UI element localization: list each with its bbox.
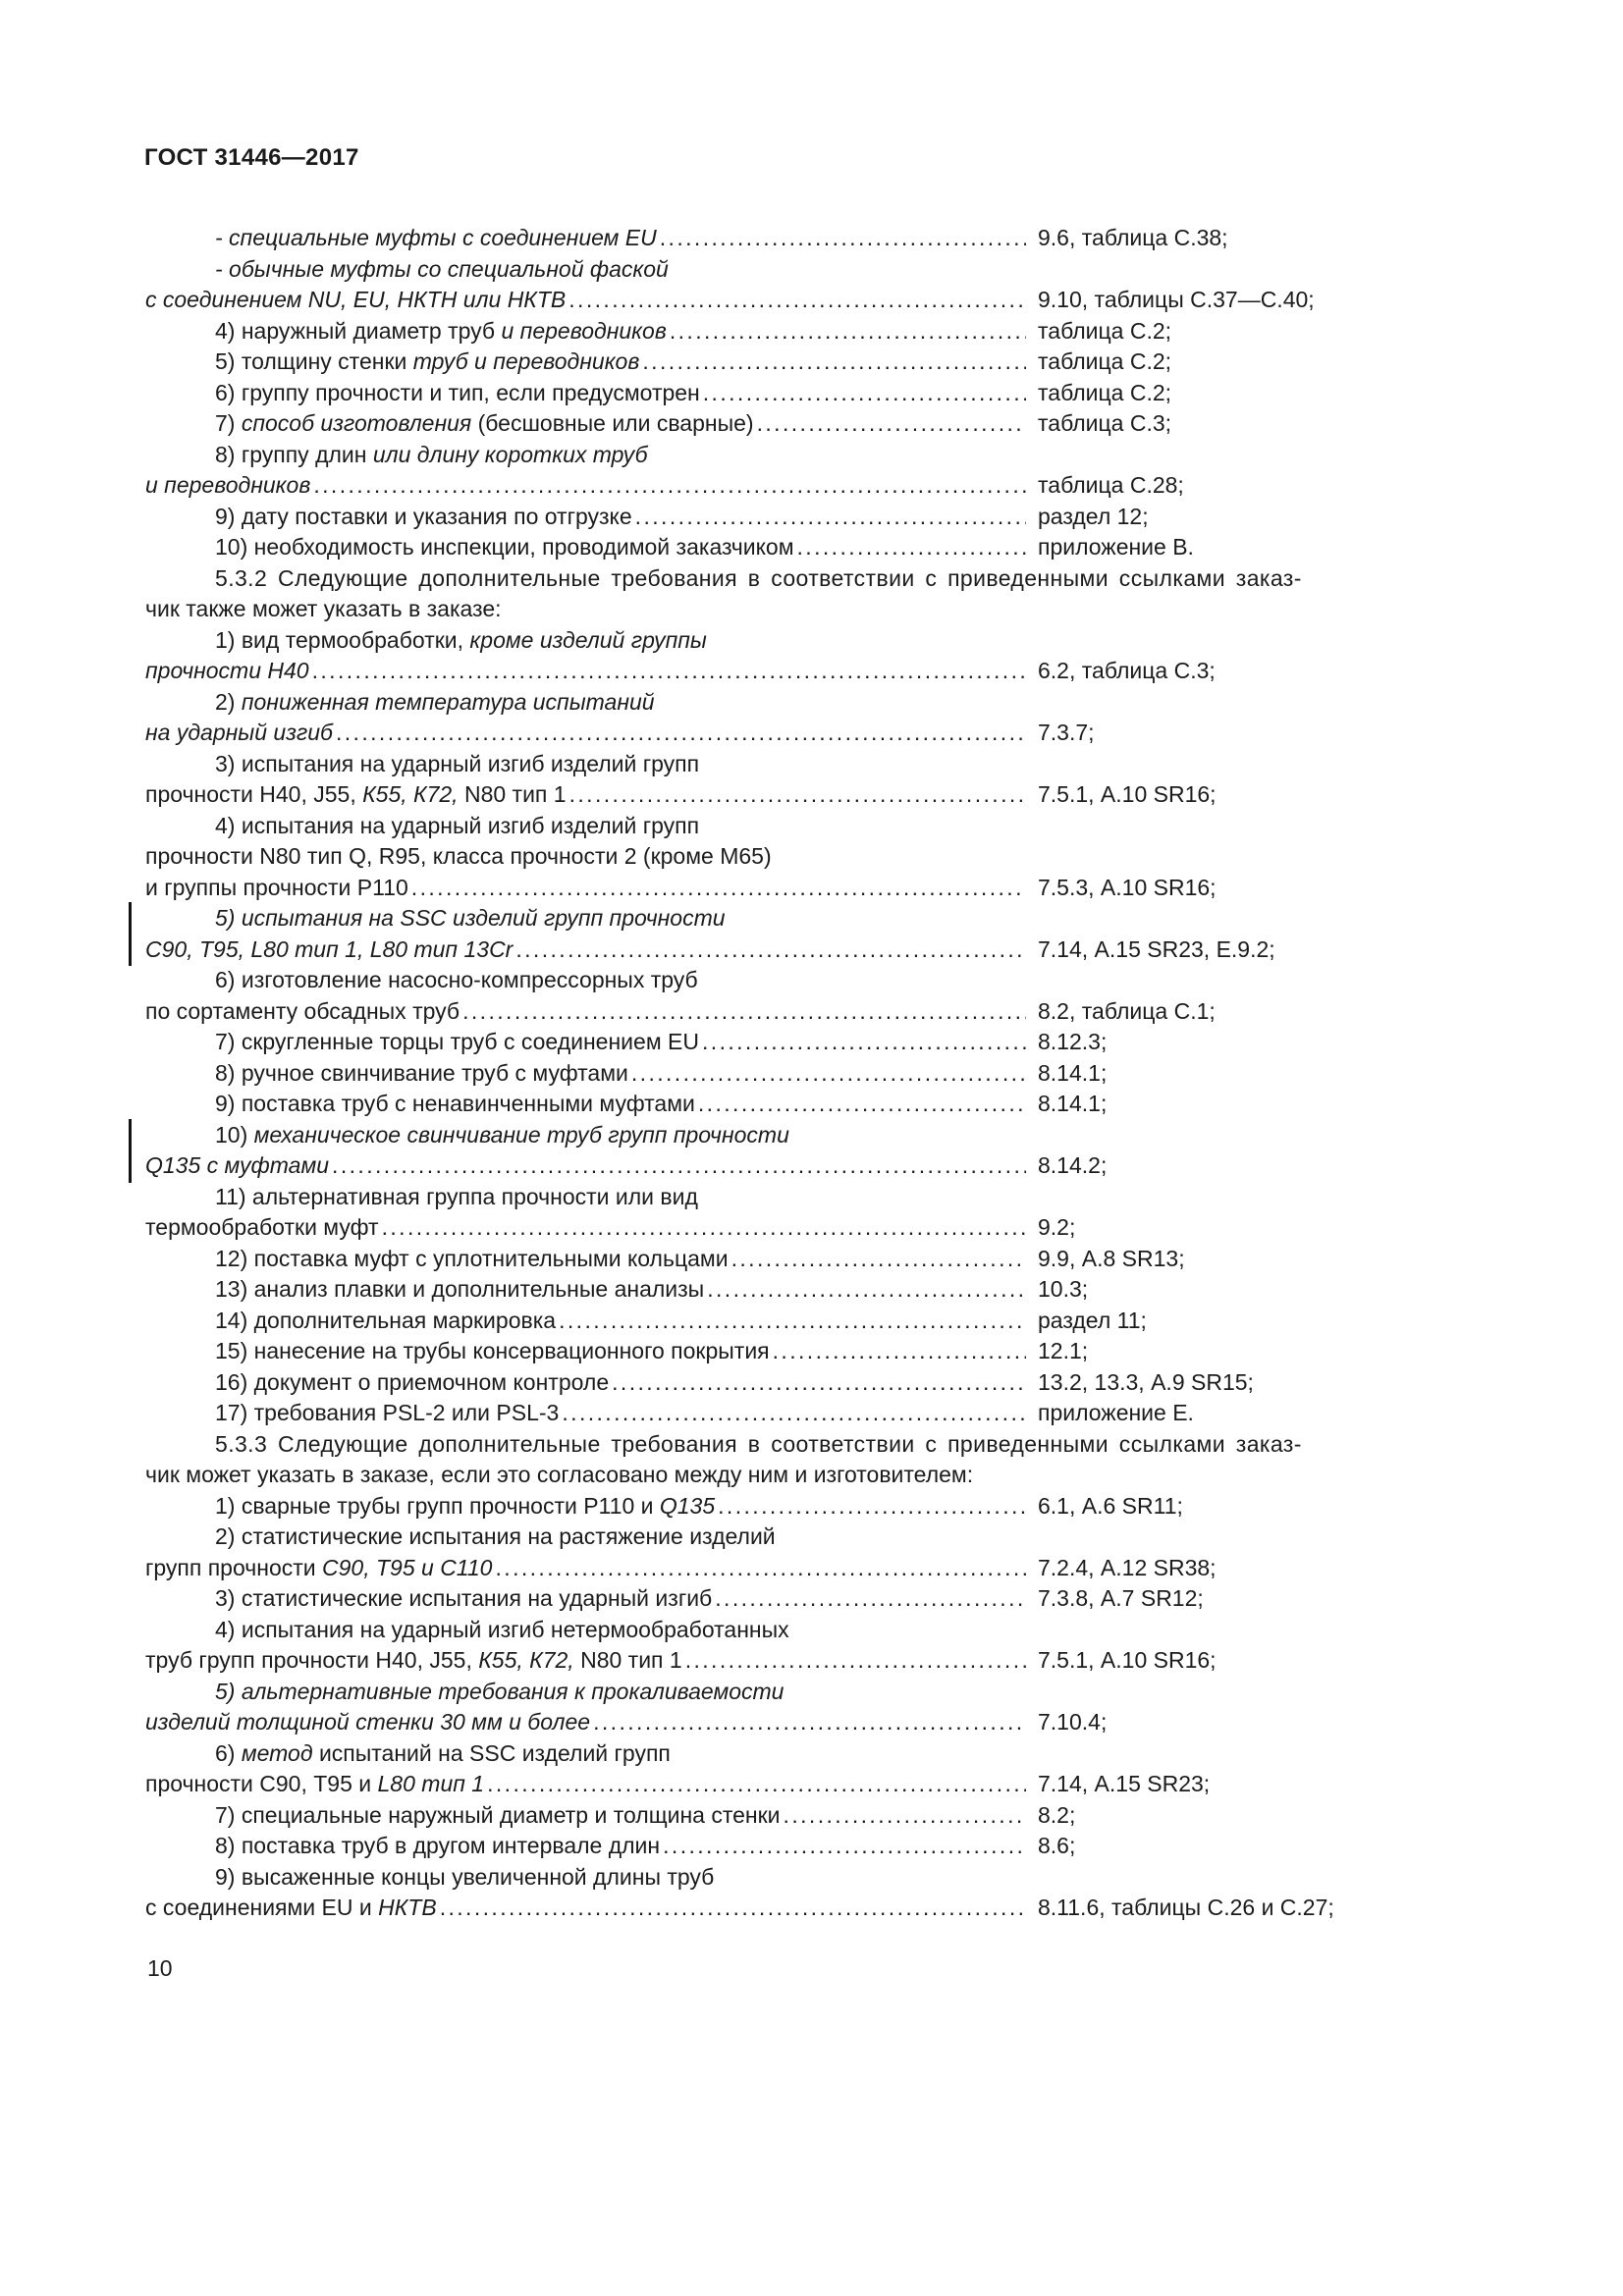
text-line [145, 749, 1477, 780]
change-bar [129, 934, 132, 967]
reference-value: 7.5.1, А.10 SR16; [1038, 1647, 1217, 1673]
line-text [145, 779, 567, 811]
reference-value: 7.2.4, А.12 SR38; [1038, 1554, 1217, 1580]
dot-leader [670, 316, 1026, 347]
text-segment-italic: механическое свинчивание труб групп прочности [253, 1121, 789, 1148]
text-segment-italic: пониженная температура испытаний [241, 688, 655, 715]
dot-leader [702, 1027, 1026, 1058]
text-line [145, 254, 1477, 286]
dot-leader [313, 470, 1026, 502]
dot-leader [411, 873, 1026, 904]
text-segment: 1) вид термообработки, [215, 626, 470, 653]
text-segment: 4) испытания на ударный изгиб изделий групп [215, 812, 700, 838]
text-line [145, 1769, 1477, 1800]
text-segment-italic: - специальные муфты с соединением EU [215, 225, 657, 250]
text-segment: прочности N80 тип Q, R95, класса прочности 2 (кроме М65) [145, 843, 772, 869]
text-line [145, 532, 1477, 563]
text-segment: 3) испытания на ударный изгиб изделий групп [215, 750, 700, 776]
dot-leader [336, 718, 1026, 749]
text-segment-italic: метод [241, 1739, 313, 1766]
reference-value: 7.14, А.15 SR23, Е.9.2; [1038, 935, 1275, 962]
text-segment: N80 тип 1 [458, 781, 567, 807]
text-line [145, 1244, 1477, 1275]
text-line [145, 1460, 1477, 1491]
text-line [145, 1306, 1477, 1337]
text-line [145, 1120, 1477, 1151]
dot-leader [312, 656, 1026, 687]
reference-value: 7.5.1, А.10 SR16; [1038, 781, 1217, 807]
reference-value: таблица С.2; [1038, 379, 1172, 405]
text-segment: 8) поставка труб в другом интервале длин [215, 1833, 661, 1858]
text-segment: по сортаменту обсадных труб [145, 997, 460, 1024]
dot-leader [462, 996, 1026, 1028]
text-segment-italic: и переводников [501, 317, 667, 344]
text-line [145, 285, 1477, 316]
text-line [145, 378, 1477, 409]
change-bar [129, 902, 132, 935]
text-segment-italic: на ударный изгиб [145, 720, 333, 745]
text-segment-italic: С90, Т95 и С110 [322, 1554, 493, 1580]
text-line [145, 1553, 1477, 1584]
text-segment: 5.3.3 Следующие дополнительные требования в соответствии с приведенными ссылками заказ- [215, 1430, 1302, 1457]
line-text [145, 1707, 590, 1738]
dot-leader [495, 1553, 1026, 1584]
text-segment-italic: - обычные муфты со специальной фаской [215, 255, 669, 282]
line-text [145, 934, 513, 966]
line-text [215, 563, 1302, 595]
text-segment: 12) поставка муфт с уплотнительными кольцами [215, 1245, 729, 1271]
text-segment: 10) необходимость инспекции, проводимой заказчиком [215, 534, 794, 560]
text-line [145, 1645, 1477, 1677]
text-segment: 10) [215, 1121, 254, 1148]
line-text [215, 1677, 784, 1708]
text-line [145, 1707, 1477, 1738]
reference-value: 8.6; [1038, 1833, 1076, 1858]
text-segment: 15) нанесение на трубы консервационного покрытия [215, 1338, 770, 1363]
reference-value: 13.2, 13.3, А.9 SR15; [1038, 1368, 1254, 1395]
dot-leader [487, 1769, 1026, 1800]
text-line [145, 1274, 1477, 1306]
text-segment: 16) документ о приемочном контроле [215, 1368, 610, 1395]
text-segment: 5.3.2 Следующие дополнительные требования в соответствии с приведенными ссылками заказ- [215, 564, 1302, 591]
reference-value: таблица С.2; [1038, 348, 1172, 374]
text-segment-italic: НКТВ [378, 1895, 437, 1920]
page-number: 10 [147, 1955, 173, 1981]
line-text [215, 1244, 729, 1275]
text-segment-italic: Q135 с муфтами [145, 1152, 330, 1178]
line-text [145, 1769, 484, 1800]
line-text [145, 841, 772, 873]
requirements-list [145, 223, 1477, 1924]
text-segment: N80 тип 1 [573, 1647, 682, 1673]
text-line [145, 1800, 1477, 1832]
dot-leader [635, 502, 1026, 533]
text-segment-italic: L80 тип 1 [377, 1771, 485, 1796]
line-text [215, 1491, 715, 1522]
line-text [215, 1274, 704, 1306]
line-text [215, 1800, 781, 1832]
text-line [145, 1491, 1477, 1522]
reference-value: 8.2, таблица С.1; [1038, 997, 1216, 1024]
text-segment-italic: 5) альтернативные требования к прокаливаемости [215, 1678, 784, 1704]
text-segment-italic: с соединением NU, EU, НКТН или НКТВ [145, 287, 567, 312]
text-segment: 6) изготовление насосно-компрессорных труб [215, 967, 698, 992]
reference-value: приложение Е. [1038, 1400, 1194, 1425]
text-segment: групп прочности [145, 1554, 323, 1580]
dot-leader [593, 1707, 1026, 1738]
dot-leader [715, 1583, 1026, 1615]
text-line [145, 1893, 1477, 1924]
text-line [145, 687, 1477, 719]
reference-value: приложение В. [1038, 534, 1194, 560]
text-segment-italic: Q135 [659, 1492, 716, 1519]
reference-value: 8.14.1; [1038, 1059, 1108, 1086]
line-text [145, 1460, 973, 1491]
dot-leader [718, 1491, 1026, 1522]
line-text [215, 223, 657, 254]
text-segment: прочности Н40, J55, [145, 781, 363, 807]
reference-value: 9.10, таблицы С.37—С.40; [1038, 287, 1315, 312]
text-segment: 9) дату поставки и указания по отгрузке [215, 503, 632, 529]
line-text [215, 1089, 695, 1120]
text-segment: 5) толщину стенки [215, 348, 413, 374]
line-text [215, 965, 698, 996]
text-segment-italic: кроме изделий группы [469, 626, 707, 653]
dot-leader [757, 408, 1026, 440]
text-line [145, 563, 1477, 595]
line-text [145, 996, 460, 1028]
reference-value: раздел 12; [1038, 503, 1149, 529]
line-text [215, 625, 707, 657]
line-text [215, 378, 700, 409]
text-segment: 7) специальные наружный диаметр и толщина стенки [215, 1801, 781, 1828]
line-text [215, 502, 632, 533]
reference-value: 8.12.3; [1038, 1029, 1108, 1054]
dot-leader [642, 347, 1026, 378]
line-text [215, 408, 754, 440]
text-segment: 14) дополнительная маркировка [215, 1307, 557, 1333]
text-line [145, 1058, 1477, 1090]
reference-value: таблица С.2; [1038, 317, 1172, 344]
line-text [215, 1398, 559, 1429]
reference-value: 9.2; [1038, 1214, 1076, 1240]
text-line [145, 718, 1477, 749]
dot-leader [631, 1058, 1026, 1090]
reference-value: 8.2; [1038, 1801, 1076, 1828]
dot-leader [382, 1212, 1026, 1244]
text-line [145, 841, 1477, 873]
reference-value: 9.6, таблица С.38; [1038, 225, 1228, 250]
text-segment: 7) [215, 410, 242, 436]
text-segment: 13) анализ плавки и дополнительные анализы [215, 1276, 705, 1302]
text-segment: термообработки муфт [145, 1214, 379, 1240]
text-segment: 17) требования PSL-2 или PSL-3 [215, 1400, 560, 1425]
reference-value: 7.3.7; [1038, 720, 1095, 745]
reference-value: раздел 11; [1038, 1307, 1147, 1333]
line-text [145, 1553, 492, 1584]
text-line [145, 1336, 1477, 1367]
line-text [145, 718, 333, 749]
line-text [215, 532, 794, 563]
line-text [215, 1120, 789, 1151]
line-text [145, 1212, 379, 1244]
dot-leader [562, 1398, 1026, 1429]
text-line [145, 1089, 1477, 1120]
line-text [145, 656, 309, 687]
change-bar [129, 1119, 132, 1152]
line-text [215, 1831, 660, 1862]
line-text [215, 1058, 628, 1090]
dot-leader [559, 1306, 1026, 1337]
reference-value: 8.14.2; [1038, 1152, 1108, 1178]
text-segment-italic: и переводников [145, 472, 311, 498]
text-segment-italic: К55, К72, [362, 781, 459, 807]
text-line [145, 223, 1477, 254]
text-line [145, 779, 1477, 811]
line-text [145, 285, 566, 316]
text-segment: 9) высаженные концы увеличенной длины труб [215, 1863, 715, 1890]
line-text [145, 1893, 437, 1924]
standard-number: ГОСТ 31446—2017 [144, 144, 359, 171]
text-segment: 4) наружный диаметр труб [215, 317, 502, 344]
line-text [215, 254, 669, 286]
line-text [215, 811, 699, 842]
reference-value: 7.10.4; [1038, 1709, 1108, 1735]
reference-value: 8.11.6, таблицы С.26 и С.27; [1038, 1895, 1334, 1920]
dot-leader [568, 285, 1026, 316]
reference-value: 7.14, А.15 SR23; [1038, 1771, 1211, 1796]
text-segment: 9) поставка труб с ненавинченными муфтами [215, 1091, 695, 1116]
line-text [145, 1150, 329, 1182]
line-text [215, 1522, 776, 1553]
dot-leader [773, 1336, 1026, 1367]
text-line [145, 1862, 1477, 1894]
text-line [145, 1367, 1477, 1399]
dot-leader [698, 1089, 1026, 1120]
line-text [215, 1367, 609, 1399]
text-line [145, 811, 1477, 842]
reference-value: 7.3.8, А.7 SR12; [1038, 1585, 1204, 1611]
text-segment: с соединениями EU и [145, 1895, 379, 1920]
line-text [145, 873, 408, 904]
text-segment: (бесшовные или сварные) [471, 410, 754, 436]
text-segment: 11) альтернативная группа прочности или вид [215, 1183, 698, 1209]
text-segment: чик может указать в заказе, если это согласовано между ним и изготовителем: [145, 1462, 974, 1487]
dot-leader [440, 1893, 1026, 1924]
line-text [215, 316, 667, 347]
line-text [215, 440, 648, 471]
text-line [145, 934, 1477, 966]
text-line [145, 1522, 1477, 1553]
text-line [145, 440, 1477, 471]
text-line [145, 1150, 1477, 1182]
text-segment-italic: изделий толщиной стенки 30 мм и более [145, 1709, 591, 1735]
dot-leader [685, 1645, 1026, 1677]
dot-leader [612, 1367, 1026, 1399]
text-segment-italic: труб и переводников [412, 348, 640, 374]
text-line [145, 408, 1477, 440]
line-text [215, 1182, 698, 1213]
line-text [215, 749, 699, 780]
text-line [145, 1398, 1477, 1429]
text-line [145, 1677, 1477, 1708]
dot-leader [703, 378, 1026, 409]
reference-value: 10.3; [1038, 1276, 1089, 1302]
text-line [145, 316, 1477, 347]
dot-leader [731, 1244, 1026, 1275]
text-line [145, 1615, 1477, 1646]
reference-value: 7.5.3, А.10 SR16; [1038, 874, 1217, 900]
line-text [215, 1583, 712, 1615]
text-segment: 2) [215, 688, 242, 715]
line-text [215, 347, 639, 378]
text-line [145, 1583, 1477, 1615]
text-segment-italic: способ изготовления [241, 410, 472, 436]
text-line [145, 1027, 1477, 1058]
text-line [145, 502, 1477, 533]
text-segment-italic: или длину коротких труб [372, 441, 648, 467]
text-segment: 2) статистические испытания на растяжение изделий [215, 1523, 776, 1549]
reference-value: таблица С.28; [1038, 472, 1184, 498]
change-bar [129, 1149, 132, 1183]
text-line [145, 965, 1477, 996]
text-line [145, 594, 1477, 625]
dot-leader [515, 934, 1026, 966]
reference-value: 6.2, таблица С.3; [1038, 658, 1216, 683]
dot-leader [569, 779, 1026, 811]
reference-value: 8.14.1; [1038, 1091, 1108, 1116]
text-line [145, 1182, 1477, 1213]
reference-value: таблица С.3; [1038, 410, 1172, 436]
dot-leader [784, 1800, 1026, 1832]
line-text [145, 594, 502, 625]
dot-leader [663, 1831, 1026, 1862]
text-line [145, 1429, 1477, 1461]
text-segment: 1) сварные трубы групп прочности Р110 и [215, 1492, 660, 1519]
text-segment: 3) статистические испытания на ударный изгиб [215, 1585, 713, 1611]
line-text [215, 687, 655, 719]
line-text [215, 1738, 671, 1770]
dot-leader [797, 532, 1026, 563]
reference-value: 12.1; [1038, 1338, 1089, 1363]
line-text [215, 1027, 699, 1058]
line-text [145, 1645, 682, 1677]
text-line [145, 347, 1477, 378]
dot-leader [660, 223, 1026, 254]
text-segment: чик также может указать в заказе: [145, 596, 502, 621]
reference-value: 6.1, А.6 SR11; [1038, 1492, 1183, 1519]
text-segment: испытаний на SSC изделий групп [312, 1739, 671, 1766]
line-text [215, 1306, 556, 1337]
line-text [215, 1336, 770, 1367]
text-line [145, 625, 1477, 657]
text-segment: прочности С90, Т95 и [145, 1771, 378, 1796]
text-line [145, 470, 1477, 502]
text-line [145, 873, 1477, 904]
text-segment-italic: С90, Т95, L80 тип 1, L80 тип 13Cr [145, 935, 514, 962]
text-segment: 7) скругленные торцы труб с соединением EU [215, 1029, 699, 1054]
dot-leader [707, 1274, 1026, 1306]
text-segment: 8) группу длин [215, 441, 373, 467]
text-segment: 6) группу прочности и тип, если предусмотрен [215, 379, 700, 405]
line-text [215, 903, 726, 934]
text-segment: труб групп прочности Н40, J55, [145, 1647, 479, 1673]
text-line [145, 903, 1477, 934]
text-segment: и группы прочности Р110 [145, 874, 408, 900]
text-line [145, 656, 1477, 687]
text-line [145, 1831, 1477, 1862]
text-segment-italic: К55, К72, [478, 1647, 574, 1673]
line-text [215, 1429, 1302, 1461]
text-line [145, 1212, 1477, 1244]
text-line [145, 1738, 1477, 1770]
line-text [145, 470, 310, 502]
line-text [215, 1615, 789, 1646]
text-segment: 6) [215, 1739, 242, 1766]
text-segment-italic: прочности Н40 [145, 658, 309, 683]
dot-leader [332, 1150, 1026, 1182]
text-segment: 4) испытания на ударный изгиб нетермообработанных [215, 1616, 789, 1642]
text-segment-italic: 5) испытания на SSC изделий групп прочности [215, 905, 726, 931]
text-segment: 8) ручное свинчивание труб с муфтами [215, 1059, 628, 1086]
reference-value: 9.9, А.8 SR13; [1038, 1245, 1185, 1271]
text-line [145, 996, 1477, 1028]
line-text [215, 1862, 714, 1894]
